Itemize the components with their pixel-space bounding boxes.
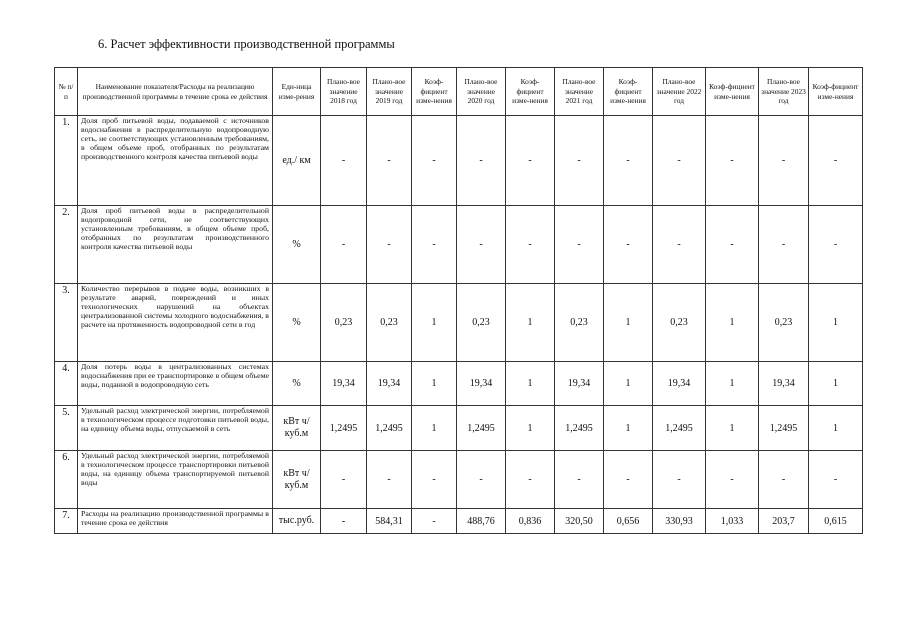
- cell-plan-2018: -: [321, 451, 367, 509]
- column-header-plan-2021: Плано-вое значение 2021 год: [555, 68, 604, 116]
- row-unit: кВт ч/куб.м: [273, 406, 321, 451]
- cell-coef-2023: -: [809, 206, 863, 284]
- cell-plan-2019: -: [367, 116, 412, 206]
- cell-coef-2020: 0,836: [506, 509, 555, 534]
- cell-plan-2023: 0,23: [759, 284, 809, 362]
- cell-coef-2020: -: [506, 206, 555, 284]
- row-indicator-name: Доля потерь воды в централизованных системах водоснабжения при ее транспортировке в общем объеме воды, поданной в водопроводную сеть: [78, 362, 273, 406]
- cell-plan-2022: 19,34: [653, 362, 706, 406]
- column-header-name: Наименование показателя/Расходы на реализацию производственной программы в течение срока ее действия: [78, 68, 273, 116]
- cell-plan-2019: -: [367, 451, 412, 509]
- cell-coef-2022: 1,033: [706, 509, 759, 534]
- cell-coef-2023: -: [809, 451, 863, 509]
- cell-coef-2020: 1: [506, 362, 555, 406]
- cell-coef-2022: -: [706, 451, 759, 509]
- row-unit: кВт ч/куб.м: [273, 451, 321, 509]
- cell-coef-2019: 1: [412, 406, 457, 451]
- cell-coef-2020: -: [506, 451, 555, 509]
- column-header-number: № п/п: [55, 68, 78, 116]
- cell-plan-2021: 0,23: [555, 284, 604, 362]
- cell-plan-2020: 1,2495: [457, 406, 506, 451]
- cell-coef-2022: 1: [706, 284, 759, 362]
- cell-plan-2018: -: [321, 206, 367, 284]
- cell-coef-2021: 0,656: [604, 509, 653, 534]
- cell-plan-2021: 1,2495: [555, 406, 604, 451]
- cell-plan-2022: -: [653, 451, 706, 509]
- cell-coef-2019: -: [412, 509, 457, 534]
- cell-plan-2020: -: [457, 206, 506, 284]
- cell-coef-2019: -: [412, 116, 457, 206]
- cell-plan-2021: 19,34: [555, 362, 604, 406]
- cell-coef-2022: -: [706, 206, 759, 284]
- cell-coef-2019: -: [412, 451, 457, 509]
- table-row: [55, 509, 863, 534]
- cell-plan-2023: 1,2495: [759, 406, 809, 451]
- cell-plan-2021: -: [555, 451, 604, 509]
- cell-plan-2019: 584,31: [367, 509, 412, 534]
- column-header-plan-2020: Плано-вое значение 2020 год: [457, 68, 506, 116]
- cell-coef-2021: 1: [604, 406, 653, 451]
- table-row: [55, 206, 863, 284]
- cell-coef-2023: -: [809, 116, 863, 206]
- row-indicator-name: Доля проб питьевой воды, подаваемой с источников водоснабжения в распределительную водопроводную сеть, не соответствующих установленным требованиям, в общем объеме проб, отобранных по результатам производственного контроля качества питьевой воды: [78, 116, 273, 206]
- table-row: [55, 362, 863, 406]
- column-header-plan-2019: Плано-вое значение 2019 год: [367, 68, 412, 116]
- cell-coef-2020: -: [506, 116, 555, 206]
- table-header-row: [55, 68, 863, 116]
- cell-coef-2023: 1: [809, 362, 863, 406]
- column-header-coef-2019: Коэф-фициент изме-нения: [412, 68, 457, 116]
- table-row: [55, 451, 863, 509]
- page-title: 6. Расчет эффективности производственной программы: [98, 37, 395, 51]
- cell-plan-2023: 203,7: [759, 509, 809, 534]
- row-number: 5.: [55, 406, 78, 451]
- cell-plan-2022: 1,2495: [653, 406, 706, 451]
- cell-plan-2022: -: [653, 206, 706, 284]
- cell-plan-2019: -: [367, 206, 412, 284]
- cell-plan-2023: -: [759, 451, 809, 509]
- row-indicator-name: Количество перерывов в подаче воды, возникших в результате аварий, повреждений и иных технологических нарушений на объектах централизованной системы холодного водоснабжения, в расчете на протяженность водопроводной сети в год: [78, 284, 273, 362]
- column-header-coef-2023: Коэф-фициент изме-нения: [809, 68, 863, 116]
- cell-coef-2022: -: [706, 116, 759, 206]
- cell-coef-2020: 1: [506, 284, 555, 362]
- cell-plan-2020: 19,34: [457, 362, 506, 406]
- row-unit: ед./ км: [273, 116, 321, 206]
- row-number: 6.: [55, 451, 78, 509]
- table-row: [55, 284, 863, 362]
- table-row: [55, 406, 863, 451]
- row-number: 4.: [55, 362, 78, 406]
- cell-plan-2021: 320,50: [555, 509, 604, 534]
- cell-plan-2018: -: [321, 116, 367, 206]
- cell-plan-2020: 0,23: [457, 284, 506, 362]
- row-unit: %: [273, 206, 321, 284]
- cell-plan-2019: 0,23: [367, 284, 412, 362]
- table-row: [55, 116, 863, 206]
- row-indicator-name: Удельный расход электрической энергии, потребляемой в технологическом процессе транспортировки питьевой воды, на единицу объема транспортируемой питьевой воды: [78, 451, 273, 509]
- cell-coef-2021: -: [604, 451, 653, 509]
- cell-plan-2020: -: [457, 116, 506, 206]
- cell-plan-2021: -: [555, 116, 604, 206]
- cell-coef-2019: 1: [412, 362, 457, 406]
- column-header-coef-2022: Коэф-фициент изме-нения: [706, 68, 759, 116]
- cell-plan-2022: -: [653, 116, 706, 206]
- cell-coef-2021: -: [604, 116, 653, 206]
- row-unit: %: [273, 362, 321, 406]
- cell-coef-2021: 1: [604, 362, 653, 406]
- cell-plan-2018: -: [321, 509, 367, 534]
- cell-plan-2021: -: [555, 206, 604, 284]
- cell-plan-2018: 19,34: [321, 362, 367, 406]
- column-header-plan-2023: Плано-вое значение 2023 год: [759, 68, 809, 116]
- efficiency-table: [54, 67, 863, 534]
- cell-plan-2019: 19,34: [367, 362, 412, 406]
- column-header-plan-2022: Плано-вое значение 2022 год: [653, 68, 706, 116]
- row-number: 7.: [55, 509, 78, 534]
- cell-coef-2019: 1: [412, 284, 457, 362]
- cell-coef-2022: 1: [706, 362, 759, 406]
- cell-plan-2023: 19,34: [759, 362, 809, 406]
- cell-plan-2023: -: [759, 206, 809, 284]
- cell-plan-2022: 0,23: [653, 284, 706, 362]
- cell-plan-2019: 1,2495: [367, 406, 412, 451]
- cell-coef-2020: 1: [506, 406, 555, 451]
- cell-coef-2021: 1: [604, 284, 653, 362]
- row-number: 3.: [55, 284, 78, 362]
- column-header-unit: Еди-ница изме-рения: [273, 68, 321, 116]
- cell-coef-2021: -: [604, 206, 653, 284]
- row-indicator-name: Доля проб питьевой воды в распределительной водопроводной сети, не соответствующих установленным требованиям, в общем объеме проб, отобранных по результатам производственного контроля качества питьевой воды: [78, 206, 273, 284]
- row-number: 2.: [55, 206, 78, 284]
- cell-plan-2020: -: [457, 451, 506, 509]
- cell-plan-2018: 0,23: [321, 284, 367, 362]
- cell-plan-2022: 330,93: [653, 509, 706, 534]
- column-header-plan-2018: Плано-вое значение 2018 год: [321, 68, 367, 116]
- cell-coef-2019: -: [412, 206, 457, 284]
- row-indicator-name: Расходы на реализацию производственной программы в течение срока ее действия: [78, 509, 273, 534]
- cell-plan-2018: 1,2495: [321, 406, 367, 451]
- row-indicator-name: Удельный расход электрической энергии, потребляемой в технологическом процессе подготовки питьевой воды, на единицу объема воды, отпускаемой в сеть: [78, 406, 273, 451]
- row-unit: тыс.руб.: [273, 509, 321, 534]
- column-header-coef-2021: Коэф-фициент изме-нения: [604, 68, 653, 116]
- cell-coef-2022: 1: [706, 406, 759, 451]
- cell-coef-2023: 1: [809, 284, 863, 362]
- cell-coef-2023: 0,615: [809, 509, 863, 534]
- cell-coef-2023: 1: [809, 406, 863, 451]
- cell-plan-2023: -: [759, 116, 809, 206]
- row-number: 1.: [55, 116, 78, 206]
- row-unit: %: [273, 284, 321, 362]
- cell-plan-2020: 488,76: [457, 509, 506, 534]
- column-header-coef-2020: Коэф-фициент изме-нения: [506, 68, 555, 116]
